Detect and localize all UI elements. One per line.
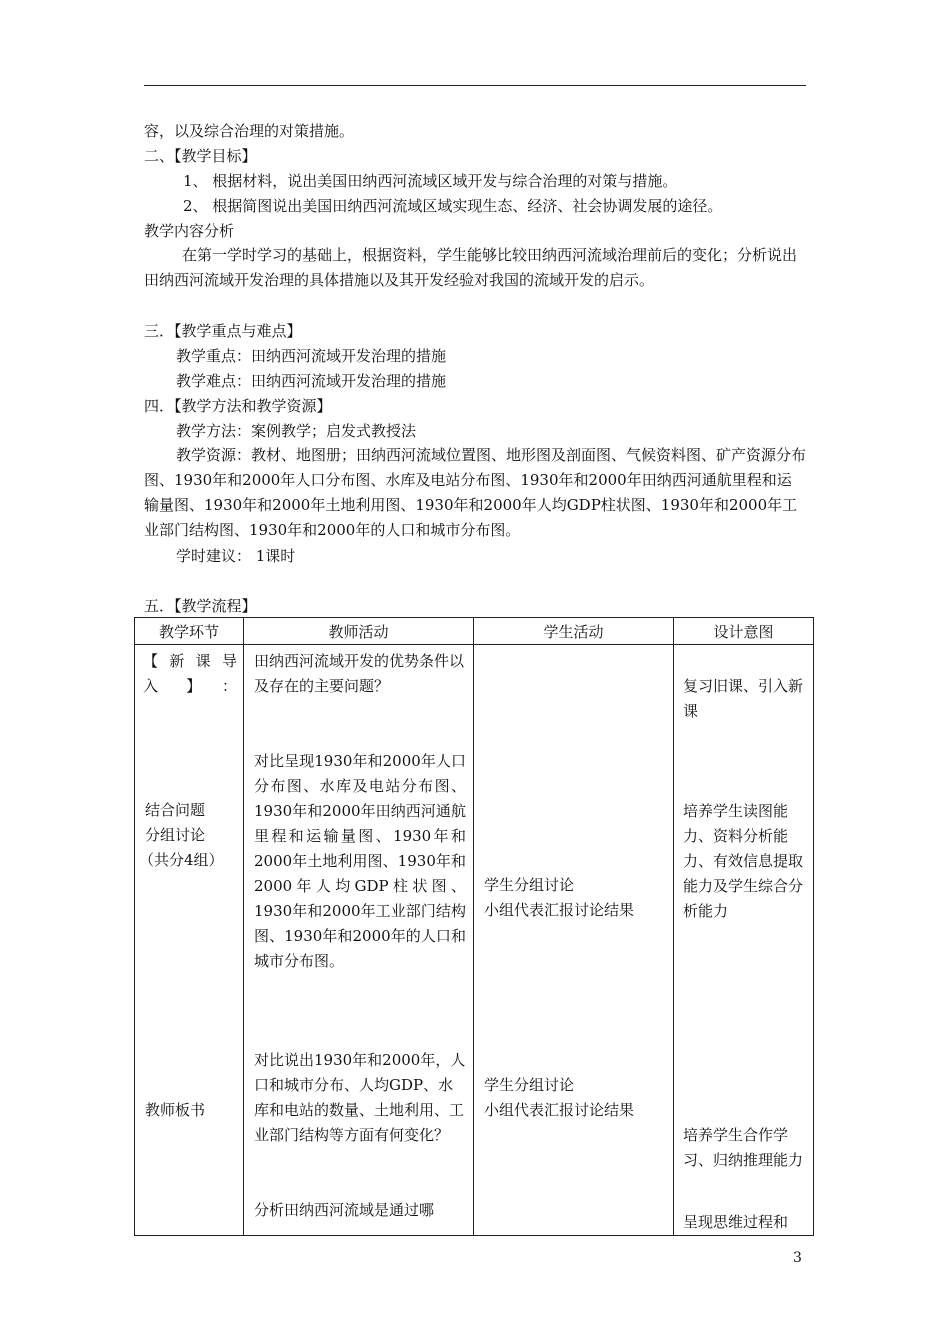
page-number: 3	[793, 1250, 802, 1266]
student-activity-cell	[474, 645, 674, 1236]
teaching-resources: 教学资源：教材、地图册；田纳西河流域位置图、地形图及剖面图、气候资料图、矿产资源分布图、1930年和2000年人口分布图、水库及电站分布图、1930年和2000年田纳西河通航里程和运输量图、1930年和2000年土地利用图、1930年和2000年人均GDP柱状图、1930年和2000年工业部门结构图、1930年和2000年的人口和城市分布图。	[144, 446, 807, 539]
teaching-flow-table	[134, 617, 814, 1236]
teacher-map-comparison: 对比呈现1930年和2000年人口分布图、水库及电站分布图、1930年和2000年田纳西河通航里程和运输量图、1930年和2000年土地利用图、1930年和2000年人均GDP柱状图、1930年和2000年工业部门结构图、1930年和2000年的人口和城市分布图。	[254, 752, 466, 970]
key-point: 教学重点：田纳西河流域开发治理的措施	[176, 347, 447, 365]
section5-heading: 五．【教学流程】	[144, 597, 257, 615]
intent-review: 复习旧课、引入新课	[683, 677, 804, 720]
teacher-question-3: 分析田纳西河流域是通过哪	[254, 1201, 435, 1219]
stage-cell	[135, 645, 244, 1236]
stage-intro: 【新课导入】：	[143, 652, 237, 695]
student-activity-1a: 学生分组讨论	[484, 876, 575, 894]
stage-discuss-2: 分组讨论	[145, 826, 206, 844]
header-stage: 教学环节	[135, 618, 244, 645]
student-activity-1b: 小组代表汇报讨论结果	[484, 901, 635, 919]
intent-reading-analysis: 培养学生读图能力、资料分析能力、有效信息提取能力及学生综合分析能力	[683, 802, 804, 920]
intent-cooperation: 培养学生合作学习、归纳推理能力	[683, 1126, 804, 1169]
teacher-question-2: 对比说出1930年和2000年，人口和城市分布、人均GDP、水库和电站的数量、土地利用、工业部门结构等方面有何变化？	[254, 1051, 466, 1144]
student-activity-2b: 小组代表汇报讨论结果	[484, 1101, 635, 1119]
teacher-question-1: 田纳西河流域开发的优势条件以及存在的主要问题？	[254, 652, 465, 695]
header-design-intent: 设计意图	[674, 618, 814, 645]
content-analysis-text: 在第一学时学习的基础上，根据资料，学生能够比较田纳西河流域治理前后的变化；分析说出田纳西河流域开发治理的具体措施以及其开发经验对我国的流域开发的启示。	[144, 246, 798, 289]
table-header-row	[135, 618, 814, 645]
goal-2: 2、 根据简图说出美国田纳西河流域区域实现生态、经济、社会协调发展的途径。	[183, 197, 723, 215]
difficulty: 教学难点：田纳西河流域开发治理的措施	[176, 372, 447, 390]
section3-heading: 三．【教学重点与难点】	[144, 322, 302, 340]
header-student-activity: 学生活动	[474, 618, 674, 645]
section2-heading: 二、【教学目标】	[144, 147, 257, 165]
design-intent-cell	[674, 645, 814, 1236]
intent-thinking: 呈现思维过程和	[683, 1213, 789, 1231]
intro-tail: 容，以及综合治理的对策措施。	[144, 122, 355, 140]
section4-heading: 四．【教学方法和教学资源】	[144, 397, 332, 415]
stage-discuss-3: （共分4组）	[139, 851, 224, 869]
teacher-activity-cell	[244, 645, 474, 1236]
header-teacher-activity: 教师活动	[244, 618, 474, 645]
suggested-hours: 学时建议： 1课时	[176, 547, 296, 565]
content-analysis-heading: 教学内容分析	[144, 222, 235, 240]
teaching-method: 教学方法：案例教学；启发式教授法	[176, 422, 417, 440]
table-row	[135, 645, 814, 1236]
student-activity-2a: 学生分组讨论	[484, 1076, 575, 1094]
goal-1: 1、 根据材料，说出美国田纳西河流域区域开发与综合治理的对策与措施。	[183, 172, 678, 190]
stage-board: 教师板书	[145, 1101, 206, 1119]
header-rule	[144, 85, 806, 86]
stage-discuss-1: 结合问题	[145, 801, 206, 819]
